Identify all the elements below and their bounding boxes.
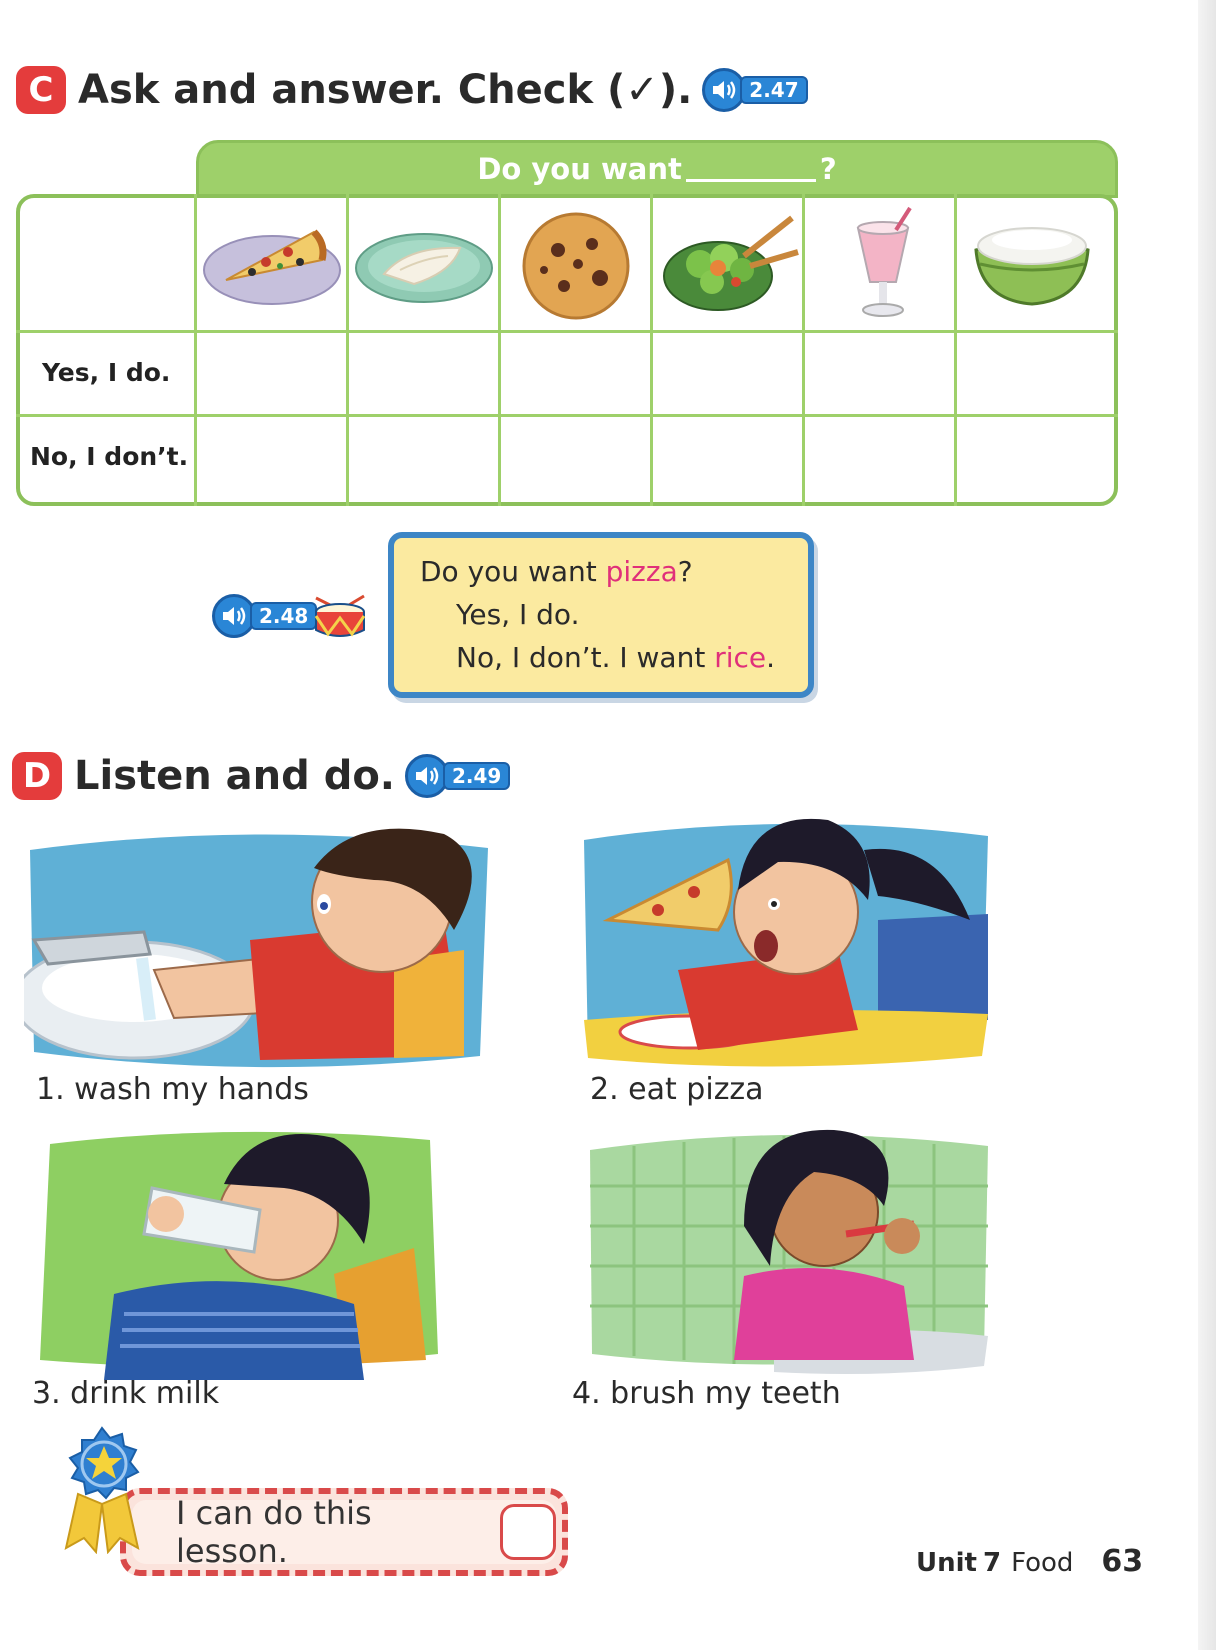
- model-dialogue-box: [388, 532, 814, 698]
- section-c-title: Ask and answer. Check (✓).: [78, 67, 693, 113]
- milkshake-icon: [804, 204, 954, 322]
- drink-milk-picture: [34, 1124, 444, 1380]
- drum-icon: [310, 590, 370, 642]
- pizza-icon: [196, 204, 346, 322]
- page-number: 63: [1101, 1544, 1144, 1579]
- unit-name: Food: [1011, 1548, 1074, 1578]
- answer-cell[interactable]: [348, 416, 498, 496]
- answer-cell[interactable]: [500, 332, 650, 412]
- section-c-letter: C: [16, 66, 66, 114]
- audio-button-c[interactable]: [702, 68, 807, 112]
- answer-cell[interactable]: [652, 416, 802, 496]
- audio-track-label: 2.48: [250, 602, 317, 630]
- audio-track-label: 2.47: [740, 76, 807, 104]
- table-header: [196, 140, 1118, 198]
- wash-hands-picture: [24, 820, 494, 1078]
- answer-cell[interactable]: [956, 332, 1106, 412]
- section-c-heading: [16, 66, 808, 114]
- fish-icon: [348, 204, 498, 322]
- audio-button-d[interactable]: [405, 754, 510, 798]
- caption-1: 1. wash my hands: [36, 1072, 309, 1107]
- page-footer: [916, 1544, 1143, 1579]
- cookie-icon: [500, 204, 650, 322]
- dialogue-line-2: Yes, I do.: [456, 598, 580, 631]
- row-label-no: No, I don’t.: [30, 442, 189, 471]
- unit-number: 7: [982, 1548, 1002, 1578]
- answer-cell[interactable]: [804, 416, 954, 496]
- salad-icon: [652, 204, 802, 322]
- self-check-text: I can do this lesson.: [176, 1494, 372, 1570]
- answer-cell[interactable]: [500, 416, 650, 496]
- caption-2: 2. eat pizza: [590, 1072, 764, 1107]
- brush-teeth-picture: [584, 1116, 994, 1380]
- audio-track-label: 2.49: [443, 762, 510, 790]
- self-check-box: [120, 1488, 568, 1576]
- table-header-text: Do you want: [477, 152, 682, 186]
- highlight-word: pizza: [605, 555, 678, 588]
- award-ribbon-icon: [52, 1424, 152, 1554]
- eat-pizza-picture: [578, 800, 994, 1080]
- caption-4: 4. brush my teeth: [572, 1376, 841, 1411]
- dialogue-line-1: Do you want pizza?: [420, 555, 693, 588]
- section-d-title: Listen and do.: [74, 753, 395, 799]
- answer-cell[interactable]: [956, 416, 1106, 496]
- section-d-heading: [12, 752, 510, 800]
- answer-cell[interactable]: [348, 332, 498, 412]
- audio-button-chant[interactable]: [212, 594, 317, 638]
- section-d-letter: D: [12, 752, 62, 800]
- table-header-end: ?: [819, 152, 837, 186]
- answer-cell[interactable]: [652, 332, 802, 412]
- page-edge: [1198, 0, 1216, 1650]
- row-label-yes: Yes, I do.: [42, 358, 171, 387]
- answer-cell[interactable]: [196, 416, 346, 496]
- unit-label: Unit: [916, 1548, 977, 1578]
- caption-3: 3. drink milk: [32, 1376, 220, 1411]
- rice-icon: [956, 204, 1106, 322]
- answer-cell[interactable]: [804, 332, 954, 412]
- dialogue-line-3: No, I don’t. I want rice.: [456, 641, 776, 674]
- answer-cell[interactable]: [196, 332, 346, 412]
- table-header-blank: [686, 156, 816, 182]
- highlight-word: rice: [714, 641, 767, 674]
- self-check-checkbox[interactable]: [500, 1504, 556, 1560]
